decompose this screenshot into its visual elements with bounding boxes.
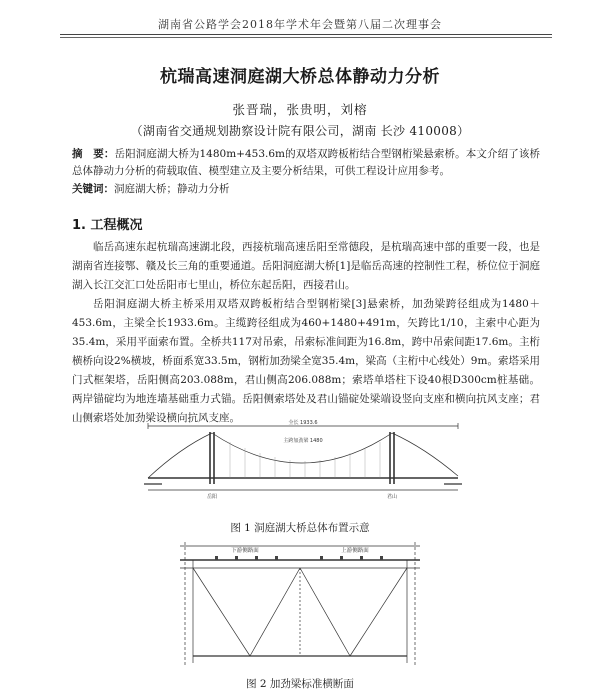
keywords-label: 关键词： <box>72 183 114 195</box>
header-rule-thin <box>60 37 552 38</box>
affiliation: （湖南省交通规划勘察设计院有限公司，湖南 长沙 410008） <box>130 124 470 138</box>
header-rule <box>60 34 552 35</box>
bridge-layout-figure <box>140 418 465 500</box>
right-lane-label: 上游侧路面 <box>341 548 369 554</box>
figure-2-caption: 图 2 加劲梁标准横断面 <box>246 678 354 690</box>
authors: 张晋瑞，张贵明，刘榕 <box>232 102 368 117</box>
section-heading: 1. 工程概况 <box>72 218 143 233</box>
overall-length-label: 全长 1933.6 <box>288 420 318 426</box>
cross-section-figure <box>175 538 425 668</box>
figure-1-caption: 图 1 洞庭湖大桥总体布置示意 <box>230 522 370 534</box>
right-tower-label: 君山 <box>386 494 398 500</box>
abstract-text: 岳阳洞庭湖大桥为1480m+453.6m的双塔双跨板桁结合型钢桁梁悬索桥。本文介绍了该桥总体静动力分析的荷载取值、模型建立及主要分析结果，可供工程设计应用参考。 <box>72 148 540 177</box>
left-lane-label: 下游侧路面 <box>231 548 259 554</box>
abstract-label: 摘 要： <box>72 148 115 160</box>
left-tower-label: 岳阳 <box>206 494 218 500</box>
paper-title: 杭瑞高速洞庭湖大桥总体静动力分析 <box>160 67 440 87</box>
keywords <box>72 181 540 196</box>
keywords-text: 洞庭湖大桥；静动力分析 <box>114 183 230 195</box>
side-cable-right <box>392 433 458 476</box>
paragraph-1: 临岳高速东起杭瑞高速湖北段，西接杭瑞高速岳阳至常德段，是杭瑞高速中部的重要一段，也是湖南省连接鄂、赣及长三角的重要通道。岳阳洞庭湖大桥[1]是临岳高速的控制性工程，桥位位于洞庭湖入长江交汇口处岳阳市七里山，桥位东起岳阳，西接君山。 <box>72 241 540 291</box>
paragraph-2: 岳阳洞庭湖大桥主桥采用双塔双跨板桁结合型钢桁梁[3]悬索桥，加劲梁跨径组成为1480＋453.6m，主梁全长1933.6m。主缆跨径组成为460+1480+491m，矢跨比1/10，主索中心距为35.4m，采用平面索布置。全桥共117对吊索，吊索标准间距为16.8m，跨中吊索间距17.6m。主桁横桥向设2%横坡，桥面系宽33.5m，钢桁加劲梁全宽35.4m，梁高（主桁中心线处）9m。索塔采用门式框架塔，岳阳侧高203.088m，君山侧高206.088m；索塔单塔柱下设40根D300cm桩基础。两岸锚碇均为地连墙基础重力式锚。岳阳侧索塔处及君山锚碇处梁端设竖向支座和横向抗风支座；君山侧索塔处加劲梁设横向抗风支座。 <box>72 298 540 424</box>
running-header: 湖南省公路学会2018年学术年会暨第八届二次理事会 <box>158 18 442 31</box>
side-cable-left <box>148 433 212 478</box>
main-span-label: 主跨加劲梁 1480 <box>283 438 323 444</box>
abstract <box>72 146 540 180</box>
